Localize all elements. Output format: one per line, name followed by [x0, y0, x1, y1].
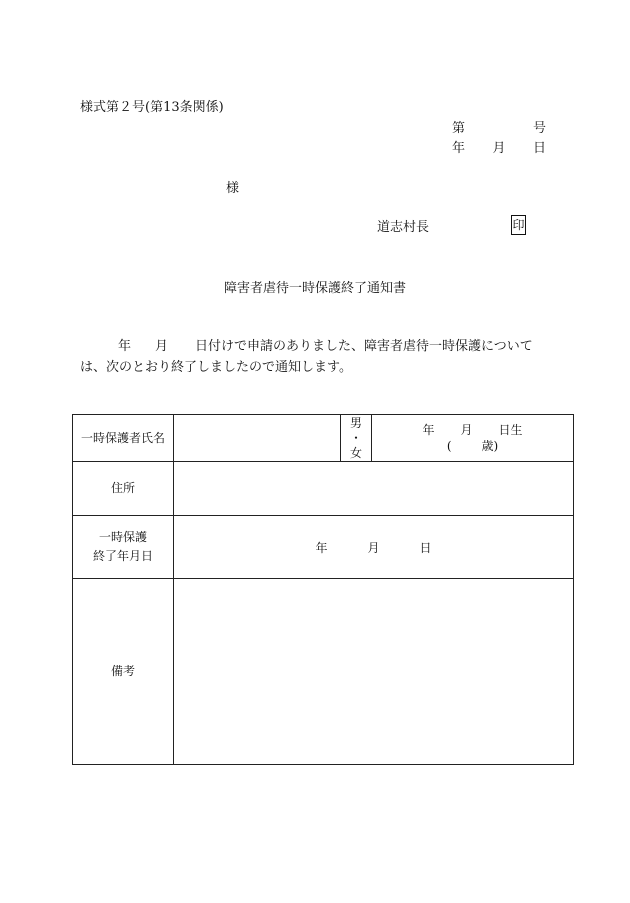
body-text: 日付けで申請のありました、障害者虐待一時保護については、次のとおり終了しましたので通知します。: [80, 339, 533, 375]
remarks-value-cell[interactable]: [174, 579, 574, 765]
issuer-name: 道志村長: [377, 220, 430, 235]
sex-cell[interactable]: [341, 415, 372, 462]
date-day: 日: [532, 141, 546, 156]
birth-day: 日生: [498, 423, 523, 437]
end-date-label: [73, 516, 174, 579]
body-month: 月: [155, 339, 169, 354]
document-date: [452, 137, 546, 156]
form-id: 様式第２号(第13条関係): [80, 100, 224, 115]
body-year: 年: [118, 339, 132, 354]
end-date-value-cell[interactable]: [174, 516, 574, 579]
row-remarks: [73, 579, 574, 765]
number-prefix: 第: [452, 121, 466, 136]
birthdate-cell[interactable]: [372, 415, 574, 462]
address-label: 住所: [73, 462, 174, 516]
row-address: [73, 462, 574, 516]
seal-mark: 印: [511, 215, 526, 235]
notice-body: [80, 336, 550, 378]
document-number: [452, 117, 546, 136]
end-day: 日: [419, 540, 432, 555]
age-open: (: [446, 439, 452, 453]
end-month: 月: [367, 540, 380, 555]
address-value-cell[interactable]: [174, 462, 574, 516]
birth-year: 年: [422, 423, 435, 437]
date-month: 月: [492, 141, 506, 156]
document-title: 障害者虐待一時保護終了通知書: [223, 281, 406, 296]
row-name: [73, 415, 574, 462]
end-label-line1: 一時保護: [98, 530, 147, 544]
addressee-honorific: 様: [226, 181, 240, 196]
row-end-date: [73, 516, 574, 579]
age-line: [372, 438, 573, 454]
end-label-line2: 終了年月日: [92, 549, 153, 563]
age-close: 歳): [481, 439, 499, 453]
name-label: 一時保護者氏名: [73, 415, 174, 462]
notice-form-table: [72, 414, 574, 765]
birth-month: 月: [460, 423, 473, 437]
sex-male: 男: [349, 415, 362, 430]
remarks-label: 備考: [73, 579, 174, 765]
sex-dot: ・: [349, 430, 362, 445]
sex-female: 女: [349, 445, 362, 460]
date-year: 年: [452, 141, 466, 156]
name-value-cell[interactable]: [174, 415, 341, 462]
number-suffix: 号: [532, 121, 546, 136]
birthdate-line: [372, 422, 573, 438]
end-year: 年: [315, 540, 328, 555]
